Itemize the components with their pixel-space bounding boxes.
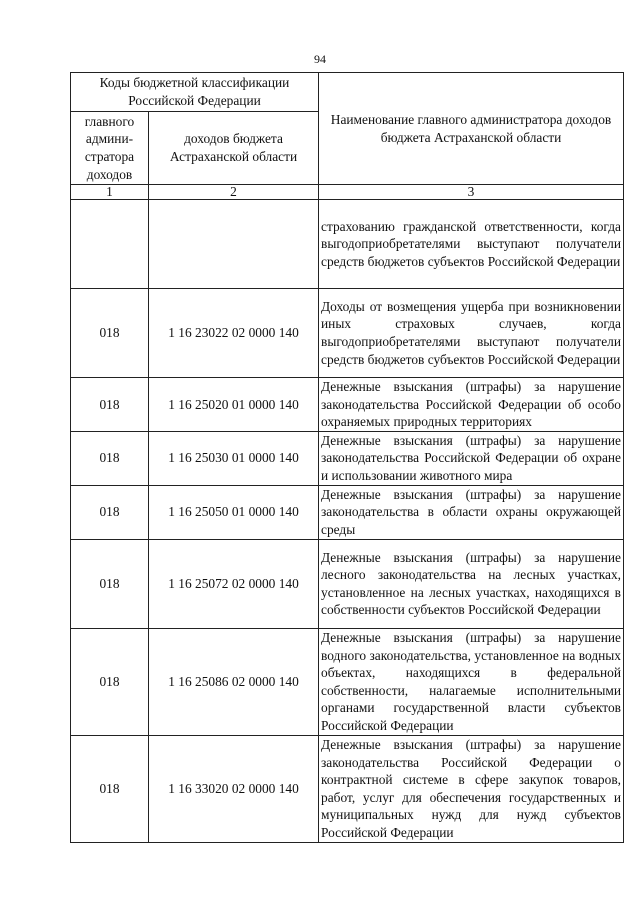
table-row <box>71 378 624 432</box>
income-code-cell: 1 16 23022 02 0000 140 <box>149 289 319 378</box>
admin-code-cell: 018 <box>71 628 149 735</box>
table-row <box>71 289 624 378</box>
income-code-cell: 1 16 33020 02 0000 140 <box>149 735 319 842</box>
description-cell: Денежные взыскания (штрафы) за нарушение законодательства в области охраны окружающей среды <box>319 485 624 539</box>
description-cell: Денежные взыскания (штрафы) за нарушение законодательства Российской Федерации о контрактной системе в сфере закупок товаров, работ, услуг для обеспечения государственных и муниципальных нужд для нужд субъектов Российской Федерации <box>319 735 624 842</box>
description-cell: Денежные взыскания (штрафы) за нарушение законодательства Российской Федерации об охране и использовании животного мира <box>319 431 624 485</box>
description-cell: Денежные взыскания (штрафы) за нарушение законодательства Российской Федерации об особо охраняемых природных территориях <box>319 378 624 432</box>
budget-classification-table <box>70 72 624 843</box>
header-budget-income: доходов бюджета Астраханской области <box>149 112 319 185</box>
income-code-cell <box>149 200 319 289</box>
column-number-1: 1 <box>71 185 149 200</box>
admin-code-cell: 018 <box>71 485 149 539</box>
admin-code-cell: 018 <box>71 289 149 378</box>
header-classification-codes: Коды бюджетной классификации Российской Федерации <box>71 73 319 112</box>
admin-code-cell: 018 <box>71 539 149 628</box>
table-row <box>71 539 624 628</box>
income-code-cell: 1 16 25050 01 0000 140 <box>149 485 319 539</box>
table-row <box>71 485 624 539</box>
income-code-cell: 1 16 25086 02 0000 140 <box>149 628 319 735</box>
description-cell: Денежные взыскания (штрафы) за нарушение водного законодательства, установленное на водных объектах, находящихся в федеральной собственности, налагаемые исполнительными органами государственной власти субъектов Российской Федерации <box>319 628 624 735</box>
admin-code-cell: 018 <box>71 378 149 432</box>
header-administrator-name: Наименование главного администратора доходов бюджета Астраханской области <box>319 73 624 185</box>
description-cell: страхованию гражданской ответственности, когда выгодоприобретателями выступают получатели средств бюджетов субъектов Российской Федерации <box>319 200 624 289</box>
header-chief-administrator: главного админи-стратора доходов <box>71 112 149 185</box>
admin-code-cell: 018 <box>71 431 149 485</box>
table-row <box>71 431 624 485</box>
table-row <box>71 628 624 735</box>
admin-code-cell <box>71 200 149 289</box>
table-row <box>71 200 624 289</box>
income-code-cell: 1 16 25020 01 0000 140 <box>149 378 319 432</box>
page-number: 94 <box>314 52 326 66</box>
description-cell: Доходы от возмещения ущерба при возникновении иных страховых случаев, когда выгодоприобретателями выступают получатели средств бюджетов субъектов Российской Федерации <box>319 289 624 378</box>
description-cell: Денежные взыскания (штрафы) за нарушение лесного законодательства на лесных участках, установленное на лесных участках, находящихся в собственности субъектов Российской Федерации <box>319 539 624 628</box>
column-number-3: 3 <box>319 185 624 200</box>
income-code-cell: 1 16 25072 02 0000 140 <box>149 539 319 628</box>
admin-code-cell: 018 <box>71 735 149 842</box>
income-code-cell: 1 16 25030 01 0000 140 <box>149 431 319 485</box>
table-row <box>71 735 624 842</box>
column-number-2: 2 <box>149 185 319 200</box>
